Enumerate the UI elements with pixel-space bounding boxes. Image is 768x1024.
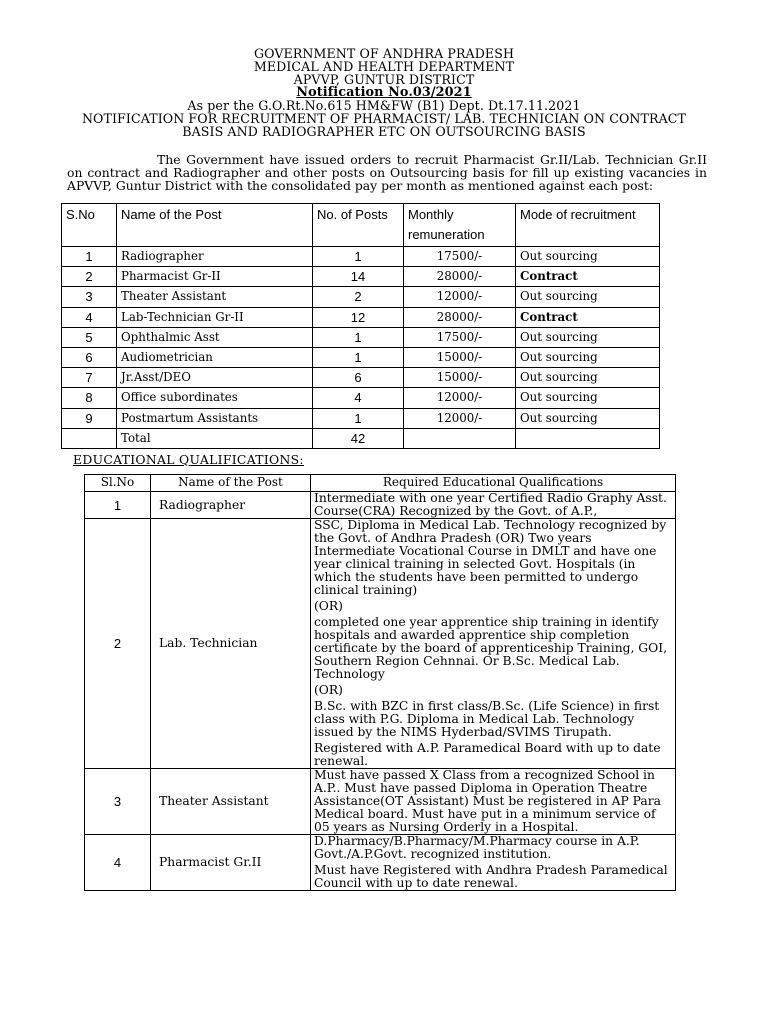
cell-no-of-posts: 14	[313, 267, 404, 287]
notification-title-line2: BASIS AND RADIOGRAPHER ETC ON OUTSOURCING BASIS	[182, 124, 586, 139]
cell-sno: 2	[62, 267, 117, 287]
table-row	[62, 408, 660, 428]
qualification-text: D.Pharmacy/B.Pharmacy/M.Pharmacy course in A.P. Govt./A.P.Govt. recognized institution.	[314, 834, 640, 861]
cell-qualifications	[311, 769, 676, 835]
cell-post-name: Pharmacist Gr.II	[151, 835, 311, 891]
cell-remuneration: 28000/-	[404, 267, 516, 287]
cell-remuneration: 12000/-	[404, 388, 516, 408]
cell-slno: 2	[85, 519, 151, 769]
cell-remuneration: 12000/-	[404, 287, 516, 307]
cell-remuneration: 17500/-	[404, 247, 516, 267]
cell-no-of-posts: 1	[313, 347, 404, 367]
cell-remuneration: 15000/-	[404, 368, 516, 388]
cell-remuneration: 15000/-	[404, 347, 516, 367]
cell-no-of-posts: 1	[313, 247, 404, 267]
cell-sno: 7	[62, 368, 117, 388]
qualification-text: Must have Registered with Andhra Pradesh Paramedical Council with up to date renewal.	[314, 863, 668, 890]
cell-post-name: Radiographer	[117, 247, 313, 267]
qualification-text: Must have passed X Class from a recognized School in A.P.. Must have passed Diploma in Operation Theatre Assistance(OT Assistant) Must be registered in AP Para Medical board. Must have put in a minimum service of 05 years as Nursing Orderly in a Hospital.	[314, 768, 661, 834]
qualification-text: completed one year apprentice ship training in identify hospitals and awarded apprentice ship completion certificate by the board of apprenticeship Training, GOI, Southern Region Cehnnai. Or B.Sc. Medical Lab. Technology	[314, 615, 667, 681]
cell-post-name: Lab-Technician Gr-II	[117, 307, 313, 327]
table-row	[62, 247, 660, 267]
cell-qualifications	[311, 835, 676, 891]
cell-remuneration	[404, 428, 516, 448]
notification-title-line1: NOTIFICATION FOR RECRUITMENT OF PHARMACIST/ LAB. TECHNICIAN ON CONTRACT	[81, 111, 687, 126]
document-header	[0, 47, 768, 138]
cell-sno	[62, 428, 117, 448]
table-row	[62, 327, 660, 347]
cell-no-of-posts: 1	[313, 327, 404, 347]
table-row	[85, 519, 676, 769]
cell-sno: 1	[62, 247, 117, 267]
cell-slno: 3	[85, 769, 151, 835]
cell-post-name: Lab. Technician	[151, 519, 311, 769]
total-posts: 42	[313, 428, 404, 448]
cell-post-name: Office subordinates	[117, 388, 313, 408]
table-row	[62, 347, 660, 367]
header-district: APVVP, GUNTUR DISTRICT	[293, 72, 475, 87]
cell-mode: Contract	[516, 307, 660, 327]
cell-post-name: Ophthalmic Asst	[117, 327, 313, 347]
cell-no-of-posts: 1	[313, 408, 404, 428]
notification-number: Notification No.03/2021	[296, 85, 472, 100]
cell-slno: 4	[85, 835, 151, 891]
cell-sno: 5	[62, 327, 117, 347]
posts-table-header	[62, 204, 660, 247]
cell-remuneration: 28000/-	[404, 307, 516, 327]
table-row	[85, 835, 676, 891]
col-sno: S.No	[62, 204, 117, 247]
cell-mode: Out sourcing	[516, 287, 660, 307]
col-post-name: Name of the Post	[151, 475, 311, 492]
table-row	[62, 368, 660, 388]
cell-mode: Out sourcing	[516, 408, 660, 428]
col-post-name: Name of the Post	[117, 204, 313, 247]
cell-remuneration: 17500/-	[404, 327, 516, 347]
table-row	[85, 492, 676, 519]
col-no-of-posts: No. of Posts	[313, 204, 404, 247]
cell-no-of-posts: 6	[313, 368, 404, 388]
cell-remuneration: 12000/-	[404, 408, 516, 428]
cell-post-name: Theater Assistant	[117, 287, 313, 307]
cell-mode: Out sourcing	[516, 347, 660, 367]
qualification-text: (OR)	[314, 683, 343, 697]
header-government: GOVERNMENT OF ANDHRA PRADESH	[253, 46, 515, 61]
qualification-text: B.Sc. with BZC in first class/B.Sc. (Life Science) in first class with P.G. Diploma in Medical Lab. Technology issued by the NIMS Hyderbad/SVIMS Tirupath.	[314, 699, 660, 739]
qualification-text: Intermediate with one year Certified Radio Graphy Asst. Course(CRA) Recognized by the Govt. of A.P.,	[314, 491, 667, 518]
qualifications-table	[84, 474, 676, 891]
cell-sno: 4	[62, 307, 117, 327]
total-label: Total	[117, 428, 313, 448]
cell-mode: Out sourcing	[516, 327, 660, 347]
table-row	[62, 287, 660, 307]
col-remuneration: Monthly remuneration	[404, 204, 516, 247]
cell-no-of-posts: 2	[313, 287, 404, 307]
cell-post-name: Radiographer	[151, 492, 311, 519]
cell-post-name: Theater Assistant	[151, 769, 311, 835]
cell-mode: Out sourcing	[516, 247, 660, 267]
edu-table-header	[85, 475, 676, 492]
col-slno: Sl.No	[85, 475, 151, 492]
cell-sno: 3	[62, 287, 117, 307]
col-mode: Mode of recruitment	[516, 204, 660, 247]
cell-post-name: Postmartum Assistants	[117, 408, 313, 428]
table-row	[85, 769, 676, 835]
qualification-text: SSC, Diploma in Medical Lab. Technology recognized by the Govt. of Andhra Pradesh (OR) Two years Intermediate Vocational Course in DMLT and have one year clinical training in selected Govt. Hospitals (in which the students have been permitted to undergo clinical training)	[314, 518, 667, 597]
edu-heading: EDUCATIONAL QUALIFICATIONS:	[73, 452, 304, 467]
table-row	[62, 388, 660, 408]
cell-sno: 6	[62, 347, 117, 367]
cell-mode	[516, 428, 660, 448]
cell-post-name: Pharmacist Gr-II	[117, 267, 313, 287]
cell-no-of-posts: 4	[313, 388, 404, 408]
cell-slno: 1	[85, 492, 151, 519]
table-row	[62, 267, 660, 287]
col-qualifications: Required Educational Qualifications	[311, 475, 676, 492]
cell-mode: Out sourcing	[516, 388, 660, 408]
cell-qualifications	[311, 492, 676, 519]
table-row	[62, 307, 660, 327]
qualification-text: Registered with A.P. Paramedical Board with up to date renewal.	[314, 741, 661, 768]
cell-qualifications	[311, 519, 676, 769]
go-reference: As per the G.O.Rt.No.615 HM&FW (B1) Dept. Dt.17.11.2021	[187, 98, 581, 113]
cell-mode: Out sourcing	[516, 368, 660, 388]
posts-table	[61, 203, 660, 449]
total-row	[62, 428, 660, 448]
cell-post-name: Audiometrician	[117, 347, 313, 367]
cell-no-of-posts: 12	[313, 307, 404, 327]
cell-mode: Contract	[516, 267, 660, 287]
cell-sno: 8	[62, 388, 117, 408]
cell-sno: 9	[62, 408, 117, 428]
cell-post-name: Jr.Asst/DEO	[117, 368, 313, 388]
qualification-text: (OR)	[314, 599, 343, 613]
header-department: MEDICAL AND HEALTH DEPARTMENT	[253, 59, 515, 74]
intro-paragraph: The Government have issued orders to recruit Pharmacist Gr.II/Lab. Technician Gr.II on contract and Radiographer and other posts on Outsourcing basis for fill up existing vacancies in APVVP, Guntur District with the consolidated pay per month as mentioned against each post:	[67, 152, 707, 193]
